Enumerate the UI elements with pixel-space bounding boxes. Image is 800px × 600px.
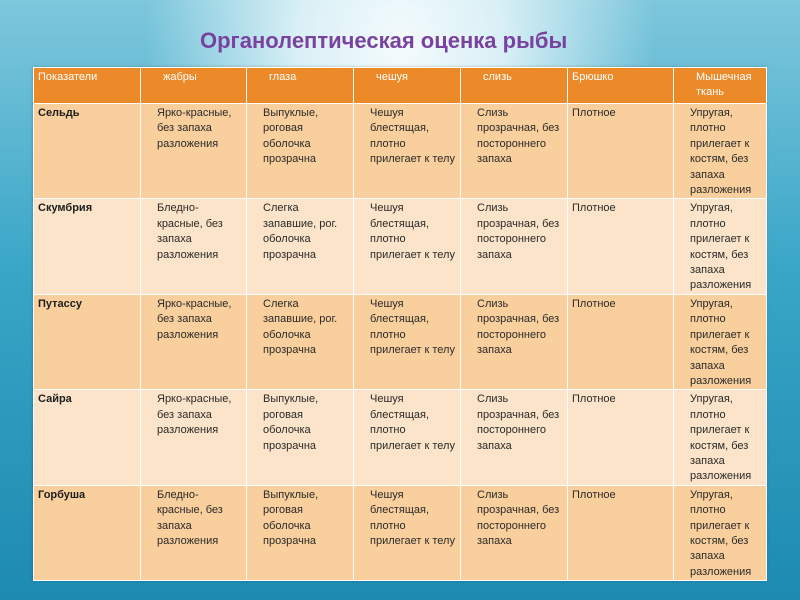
fish-name: Скумбрия [34, 199, 141, 294]
fish-name: Сайра [34, 390, 141, 485]
eyes-cell: Выпуклые, роговая оболочка прозрачна [247, 104, 354, 199]
header-scales: чешуя [354, 68, 461, 104]
header-mucus: слизь [461, 68, 568, 104]
scales-cell: Чешуя блестящая, плотно прилегает к телу [354, 199, 461, 294]
mucus-cell: Слизь прозрачная, без постороннего запаха [461, 104, 568, 199]
evaluation-table [33, 67, 767, 581]
gills-cell: Бледно-красные, без запаха разложения [141, 485, 247, 580]
gills-cell: Бледно-красные, без запаха разложения [141, 199, 247, 294]
table-row [34, 294, 767, 389]
gills-cell: Ярко-красные, без запаха разложения [141, 390, 247, 485]
muscle-cell: Упругая, плотно прилегает к костям, без запаха разложения [674, 294, 767, 389]
header-eyes: глаза [247, 68, 354, 104]
table-row [34, 485, 767, 580]
muscle-cell: Упругая, плотно прилегает к костям, без запаха разложения [674, 104, 767, 199]
header-indicators: Показатели [34, 68, 141, 104]
table-row [34, 390, 767, 485]
belly-cell: Плотное [568, 199, 674, 294]
muscle-cell: Упругая, плотно прилегает к костям, без запаха разложения [674, 485, 767, 580]
scales-cell: Чешуя блестящая, плотно прилегает к телу [354, 104, 461, 199]
belly-cell: Плотное [568, 390, 674, 485]
mucus-cell: Слизь прозрачная, без постороннего запаха [461, 294, 568, 389]
table-row [34, 199, 767, 294]
scales-cell: Чешуя блестящая, плотно прилегает к телу [354, 390, 461, 485]
eyes-cell: Слегка запавшие, рог. оболочка прозрачна [247, 199, 354, 294]
table-row [34, 104, 767, 199]
mucus-cell: Слизь прозрачная, без постороннего запаха [461, 485, 568, 580]
muscle-cell: Упругая, плотно прилегает к костям, без запаха разложения [674, 199, 767, 294]
belly-cell: Плотное [568, 104, 674, 199]
fish-name: Горбуша [34, 485, 141, 580]
header-belly: Брюшко [568, 68, 674, 104]
eyes-cell: Выпуклые, роговая оболочка прозрачна [247, 390, 354, 485]
header-gills: жабры [141, 68, 247, 104]
header-muscle: Мышечная ткань [674, 68, 767, 104]
mucus-cell: Слизь прозрачная, без постороннего запаха [461, 199, 568, 294]
scales-cell: Чешуя блестящая, плотно прилегает к телу [354, 294, 461, 389]
eyes-cell: Слегка запавшие, рог. оболочка прозрачна [247, 294, 354, 389]
belly-cell: Плотное [568, 485, 674, 580]
gills-cell: Ярко-красные, без запаха разложения [141, 294, 247, 389]
muscle-cell: Упругая, плотно прилегает к костям, без запаха разложения [674, 390, 767, 485]
slide-title: Органолептическая оценка рыбы [200, 28, 568, 53]
mucus-cell: Слизь прозрачная, без постороннего запаха [461, 390, 568, 485]
fish-name: Путассу [34, 294, 141, 389]
scales-cell: Чешуя блестящая, плотно прилегает к телу [354, 485, 461, 580]
table-header-row [34, 68, 767, 104]
eyes-cell: Выпуклые, роговая оболочка прозрачна [247, 485, 354, 580]
gills-cell: Ярко-красные, без запаха разложения [141, 104, 247, 199]
evaluation-table-container [33, 67, 766, 580]
fish-name: Сельдь [34, 104, 141, 199]
belly-cell: Плотное [568, 294, 674, 389]
